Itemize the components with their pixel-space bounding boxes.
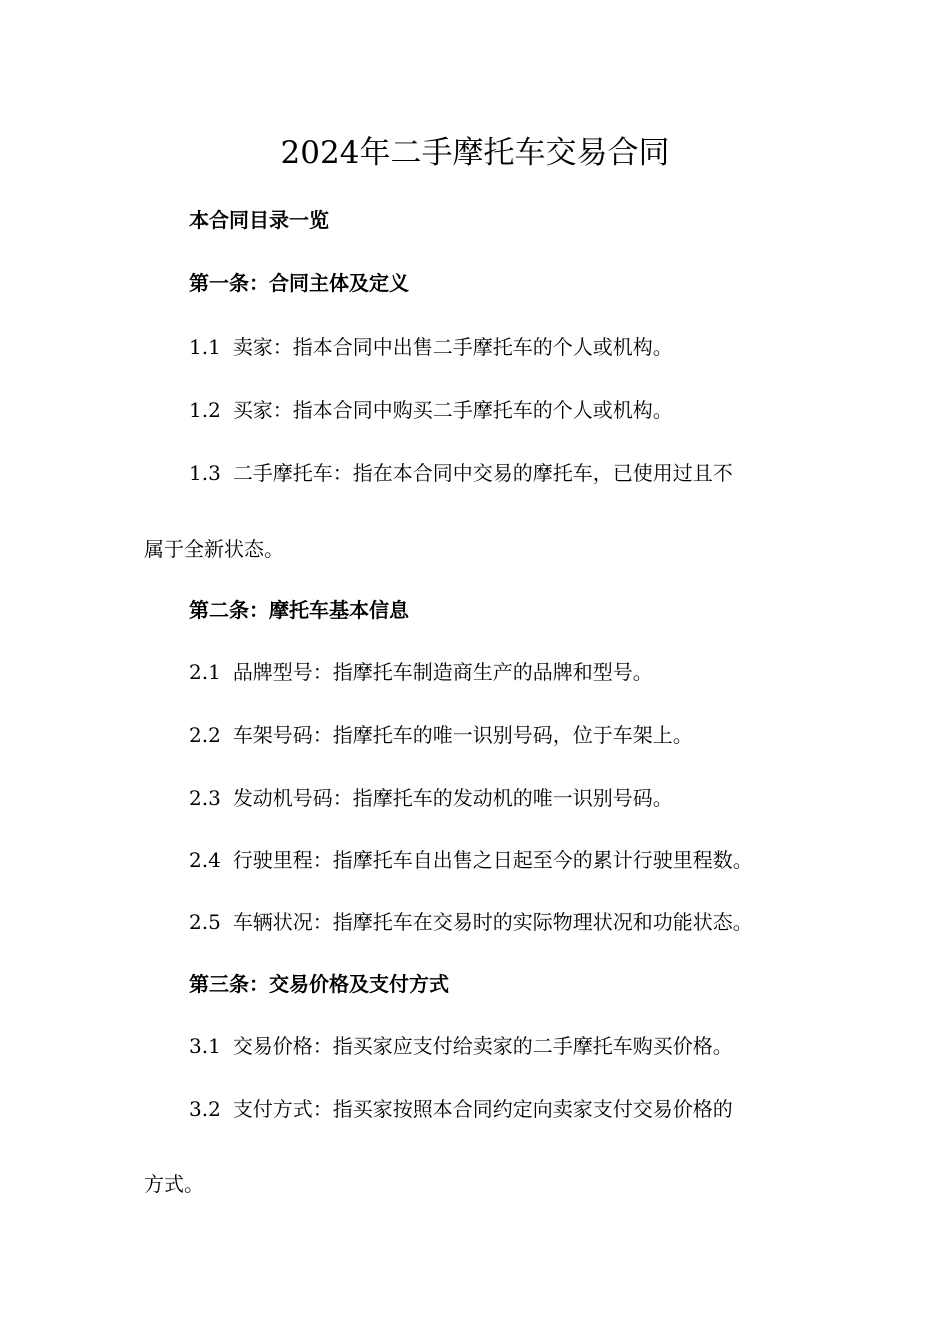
toc-heading: 本合同目录一览 — [189, 208, 329, 232]
clause-text: 交易价格：指买家应支付给卖家的二手摩托车购买价格。 — [232, 1034, 733, 1058]
clause-text: 品牌型号：指摩托车制造商生产的品牌和型号。 — [232, 660, 653, 684]
section-heading-2: 第二条：摩托车基本信息 — [189, 598, 409, 622]
document-title: 2024年二手摩托车交易合同 — [280, 135, 670, 171]
clause-text: 卖家：指本合同中出售二手摩托车的个人或机构。 — [232, 335, 673, 359]
clause-2-3 — [189, 784, 869, 812]
clause-text: 买家：指本合同中购买二手摩托车的个人或机构。 — [232, 398, 673, 422]
clause-1-3 — [189, 459, 869, 487]
clause-text: 发动机号码：指摩托车的发动机的唯一识别号码。 — [232, 786, 673, 810]
clause-number: 2.1 — [189, 660, 221, 684]
clause-number: 1.1 — [189, 335, 221, 359]
clause-number: 2.3 — [189, 786, 221, 810]
clause-1-3-continuation: 属于全新状态。 — [144, 537, 284, 561]
clause-text: 行驶里程：指摩托车自出售之日起至今的累计行驶里程数。 — [232, 848, 753, 872]
clause-1-1 — [189, 333, 869, 361]
section-heading-3: 第三条：交易价格及支付方式 — [189, 972, 449, 996]
clause-3-2-continuation: 方式。 — [144, 1172, 204, 1196]
section-heading-1: 第一条：合同主体及定义 — [189, 271, 409, 295]
clause-2-4 — [189, 846, 869, 874]
clause-2-5 — [189, 908, 869, 936]
clause-text: 车架号码：指摩托车的唯一识别号码，位于车架上。 — [232, 723, 693, 747]
clause-number: 2.2 — [189, 723, 221, 747]
clause-text: 车辆状况：指摩托车在交易时的实际物理状况和功能状态。 — [232, 910, 753, 934]
clause-number: 1.2 — [189, 398, 221, 422]
clause-2-1 — [189, 658, 869, 686]
clause-text: 二手摩托车：指在本合同中交易的摩托车，已使用过且不 — [232, 461, 733, 485]
clause-number: 2.5 — [189, 910, 221, 934]
clause-text: 支付方式：指买家按照本合同约定向卖家支付交易价格的 — [232, 1097, 733, 1121]
clause-2-2 — [189, 721, 869, 749]
clause-3-2 — [189, 1095, 869, 1123]
clause-number: 2.4 — [189, 848, 221, 872]
clause-number: 3.1 — [189, 1034, 221, 1058]
clause-3-1 — [189, 1032, 869, 1060]
clause-number: 3.2 — [189, 1097, 221, 1121]
clause-number: 1.3 — [189, 461, 221, 485]
clause-1-2 — [189, 396, 869, 424]
